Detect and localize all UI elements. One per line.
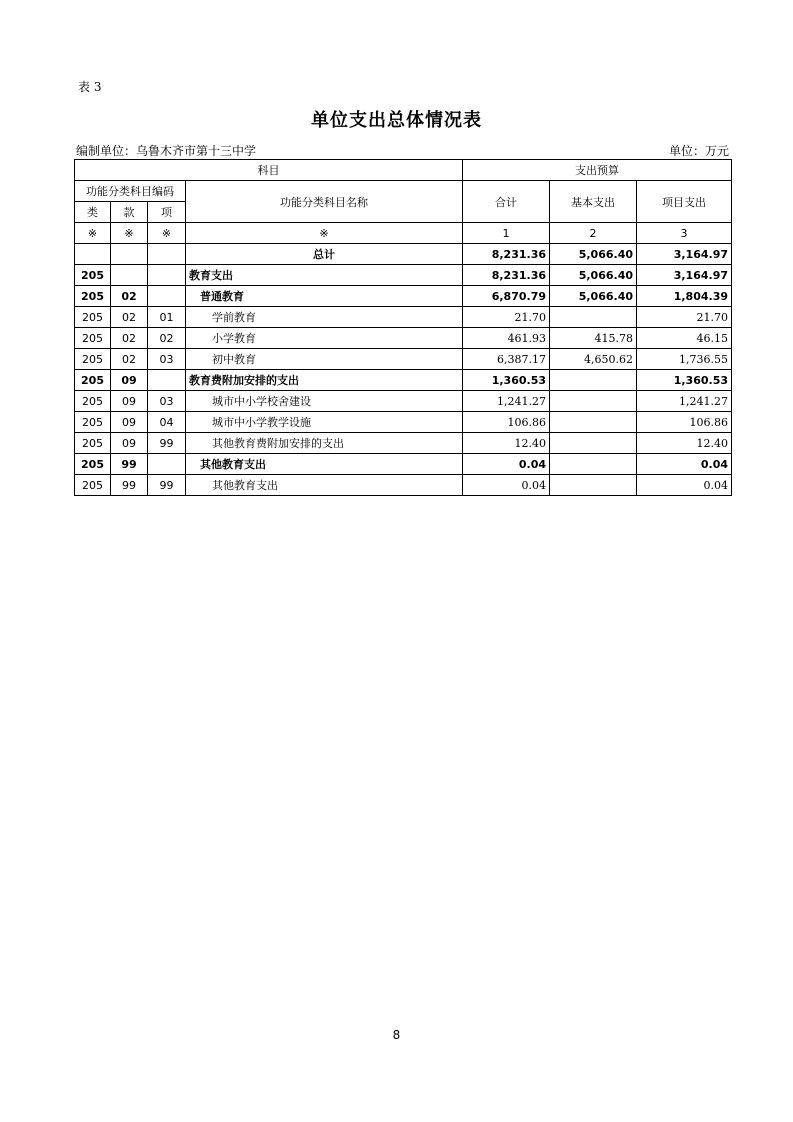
cell-name: 教育支出 xyxy=(186,265,463,286)
cell-xiang: 02 xyxy=(148,328,186,349)
budget-header: 支出预算 xyxy=(463,160,732,181)
kuan-header: 款 xyxy=(111,202,148,223)
table-row xyxy=(75,265,732,286)
cell-kuan: 02 xyxy=(111,349,148,370)
cell-project: 12.40 xyxy=(637,433,732,454)
cell-xiang: 03 xyxy=(148,391,186,412)
cell-xiang xyxy=(148,286,186,307)
cell-name: 城市中小学校舍建设 xyxy=(186,391,463,412)
cell-name: 其他教育支出 xyxy=(186,475,463,496)
cell-lei: 205 xyxy=(75,370,111,391)
cell-lei: 205 xyxy=(75,412,111,433)
table-row xyxy=(75,286,732,307)
index-lei: ※ xyxy=(75,223,111,244)
index-row xyxy=(75,223,732,244)
cell-kuan: 02 xyxy=(111,286,148,307)
cell-total: 0.04 xyxy=(463,475,550,496)
cell-xiang: 04 xyxy=(148,412,186,433)
cell-project: 21.70 xyxy=(637,307,732,328)
project-header: 项目支出 xyxy=(637,181,732,223)
table-row xyxy=(75,454,732,475)
index-kuan: ※ xyxy=(111,223,148,244)
cell-name: 学前教育 xyxy=(186,307,463,328)
name-header: 功能分类科目名称 xyxy=(186,181,463,223)
cell-total: 6,870.79 xyxy=(463,286,550,307)
cell-total: 0.04 xyxy=(463,454,550,475)
cell-name: 其他教育费附加安排的支出 xyxy=(186,433,463,454)
cell-basic: 4,650.62 xyxy=(550,349,637,370)
cell-project: 3,164.97 xyxy=(637,244,732,265)
cell-project: 1,736.55 xyxy=(637,349,732,370)
table-row xyxy=(75,349,732,370)
xiang-header: 项 xyxy=(148,202,186,223)
page-number: 8 xyxy=(392,1028,401,1042)
cell-basic xyxy=(550,412,637,433)
cell-kuan: 99 xyxy=(111,454,148,475)
cell-total: 1,360.53 xyxy=(463,370,550,391)
cell-xiang xyxy=(148,454,186,475)
index-basic: 2 xyxy=(550,223,637,244)
cell-lei: 205 xyxy=(75,307,111,328)
cell-xiang: 99 xyxy=(148,433,186,454)
cell-xiang xyxy=(148,244,186,265)
cell-project: 106.86 xyxy=(637,412,732,433)
cell-lei: 205 xyxy=(75,475,111,496)
code-group-header: 功能分类科目编码 xyxy=(75,181,186,202)
cell-project: 46.15 xyxy=(637,328,732,349)
cell-project: 1,360.53 xyxy=(637,370,732,391)
cell-lei: 205 xyxy=(75,328,111,349)
cell-xiang: 03 xyxy=(148,349,186,370)
cell-project: 1,241.27 xyxy=(637,391,732,412)
cell-basic: 5,066.40 xyxy=(550,286,637,307)
table-row xyxy=(75,433,732,454)
cell-total: 1,241.27 xyxy=(463,391,550,412)
cell-total: 8,231.36 xyxy=(463,265,550,286)
cell-kuan xyxy=(111,265,148,286)
cell-lei: 205 xyxy=(75,454,111,475)
cell-basic xyxy=(550,433,637,454)
cell-kuan: 09 xyxy=(111,370,148,391)
header-row-2 xyxy=(75,181,732,202)
cell-name: 总计 xyxy=(186,244,463,265)
cell-basic: 5,066.40 xyxy=(550,265,637,286)
cell-lei: 205 xyxy=(75,265,111,286)
table-row xyxy=(75,307,732,328)
cell-kuan: 02 xyxy=(111,328,148,349)
index-xiang: ※ xyxy=(148,223,186,244)
index-project: 3 xyxy=(637,223,732,244)
table-number-label: 表 3 xyxy=(78,80,102,94)
cell-xiang xyxy=(148,265,186,286)
lei-header: 类 xyxy=(75,202,111,223)
cell-name: 初中教育 xyxy=(186,349,463,370)
table-row xyxy=(75,370,732,391)
cell-basic xyxy=(550,370,637,391)
cell-lei: 205 xyxy=(75,391,111,412)
cell-project: 1,804.39 xyxy=(637,286,732,307)
basic-header: 基本支出 xyxy=(550,181,637,223)
table-row xyxy=(75,391,732,412)
header-row-1 xyxy=(75,160,732,181)
cell-name: 普通教育 xyxy=(186,286,463,307)
cell-lei: 205 xyxy=(75,349,111,370)
cell-total: 12.40 xyxy=(463,433,550,454)
table-row xyxy=(75,412,732,433)
cell-project: 0.04 xyxy=(637,454,732,475)
table-row xyxy=(75,328,732,349)
cell-basic xyxy=(550,391,637,412)
total-header: 合计 xyxy=(463,181,550,223)
cell-kuan: 09 xyxy=(111,412,148,433)
cell-name: 城市中小学教学设施 xyxy=(186,412,463,433)
table-row xyxy=(75,244,732,265)
cell-project: 3,164.97 xyxy=(637,265,732,286)
cell-total: 6,387.17 xyxy=(463,349,550,370)
expenditure-table xyxy=(74,159,732,496)
cell-name: 小学教育 xyxy=(186,328,463,349)
cell-basic: 5,066.40 xyxy=(550,244,637,265)
currency-unit: 单位：万元 xyxy=(668,144,729,158)
cell-basic xyxy=(550,475,637,496)
cell-total: 8,231.36 xyxy=(463,244,550,265)
subject-header: 科目 xyxy=(75,160,463,181)
cell-name: 教育费附加安排的支出 xyxy=(186,370,463,391)
cell-name: 其他教育支出 xyxy=(186,454,463,475)
cell-project: 0.04 xyxy=(637,475,732,496)
cell-total: 461.93 xyxy=(463,328,550,349)
cell-lei: 205 xyxy=(75,433,111,454)
cell-basic: 415.78 xyxy=(550,328,637,349)
table-row xyxy=(75,475,732,496)
index-total: 1 xyxy=(463,223,550,244)
compiling-unit: 编制单位：乌鲁木齐市第十三中学 xyxy=(76,144,257,158)
cell-xiang: 99 xyxy=(148,475,186,496)
cell-kuan: 99 xyxy=(111,475,148,496)
cell-lei xyxy=(75,244,111,265)
cell-kuan: 09 xyxy=(111,433,148,454)
cell-lei: 205 xyxy=(75,286,111,307)
cell-total: 21.70 xyxy=(463,307,550,328)
cell-kuan: 02 xyxy=(111,307,148,328)
index-name: ※ xyxy=(186,223,463,244)
cell-basic xyxy=(550,454,637,475)
cell-xiang: 01 xyxy=(148,307,186,328)
page-title: 单位支出总体情况表 xyxy=(311,110,482,131)
cell-xiang xyxy=(148,370,186,391)
cell-kuan: 09 xyxy=(111,391,148,412)
cell-total: 106.86 xyxy=(463,412,550,433)
cell-basic xyxy=(550,307,637,328)
cell-kuan xyxy=(111,244,148,265)
